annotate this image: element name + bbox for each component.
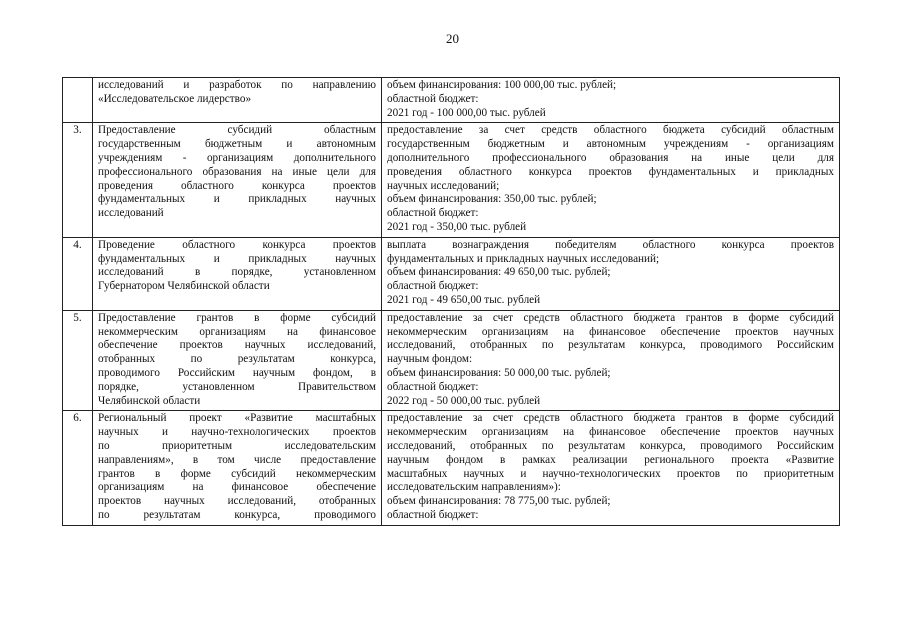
table-row <box>63 78 840 123</box>
activity-description-line: научных исследований; <box>387 179 500 192</box>
activity-description-line: некоммерческим организациям на финансовое обеспечение проектов научных <box>387 426 834 439</box>
activity-name-line: исследований в порядке, установленном <box>98 266 376 279</box>
activity-name-cell <box>93 411 382 525</box>
activity-description-line: областной бюджет: <box>387 207 479 220</box>
activity-description-line: государственным бюджетным и автономным учреждениям - организациям <box>387 138 834 151</box>
activity-name-cell <box>93 123 382 237</box>
activity-name-line: государственным бюджетным и автономным <box>98 138 376 151</box>
row-number: 5. <box>63 310 93 411</box>
activity-description-line: выплата вознаграждения победителям областного конкурса проектов <box>387 238 834 251</box>
activity-description-line: 2021 год - 100 000,00 тыс. рублей <box>387 106 546 119</box>
activity-description-cell <box>382 310 840 411</box>
activity-name-line: проводимого Российским научным фондом, в <box>98 366 376 379</box>
activity-name-cell <box>93 310 382 411</box>
activity-description-line: 2021 год - 49 650,00 тыс. рублей <box>387 293 541 306</box>
activity-name-line: обеспечение проектов научных исследований, <box>98 339 376 352</box>
activity-name-line: Предоставление субсидий областным <box>98 124 376 137</box>
activity-description-line: областной бюджет: <box>387 280 479 293</box>
activity-name-line: по результатам конкурса, проводимого <box>98 508 376 521</box>
activity-description-line: предоставление за счет средств областного бюджета субсидий областным <box>387 124 834 137</box>
activity-description-cell <box>382 237 840 310</box>
activity-name-line: порядке, установленном Правительством <box>98 380 376 393</box>
activity-name-line: организациям на финансовое обеспечение <box>98 481 376 494</box>
activity-name-line: Челябинской области <box>98 394 201 407</box>
activity-description-cell <box>382 123 840 237</box>
activity-name-line: научных и научно-технологических проектов <box>98 426 376 439</box>
activity-name-line: проектов научных исследований, отобранных <box>98 495 376 508</box>
activity-description-line: объем финансирования: 100 000,00 тыс. рублей; <box>387 79 617 91</box>
page-number: 20 <box>446 31 459 46</box>
activity-description-line: фундаментальных и прикладных научных исследований; <box>387 252 660 265</box>
table-body <box>63 78 840 526</box>
activity-description-cell <box>382 411 840 525</box>
row-number: 4. <box>63 237 93 310</box>
table-row <box>63 411 840 525</box>
activity-description-line: 2021 год - 350,00 тыс. рублей <box>387 220 527 233</box>
table-row <box>63 237 840 310</box>
activity-description-line: исследований, отобранных по результатам конкурса, проводимого Российским <box>387 339 834 352</box>
activity-name-line: Проведение областного конкурса проектов <box>98 238 376 251</box>
activity-description-line: объем финансирования: 49 650,00 тыс. рублей; <box>387 266 611 279</box>
activity-name-cell <box>93 78 382 123</box>
activity-name-line: отобранных по результатам конкурса, <box>98 353 376 366</box>
activity-name-line: Губернатором Челябинской области <box>98 280 270 293</box>
activity-description-line: 2022 год - 50 000,00 тыс. рублей <box>387 394 541 407</box>
activity-description-line: дополнительного профессионального образования на иные цели для <box>387 151 834 164</box>
activity-description-line: объем финансирования: 78 775,00 тыс. рублей; <box>387 495 611 508</box>
activity-name-line: некоммерческим организациям на финансовое <box>98 325 376 338</box>
activity-name-line: исследований и разработок по направлению <box>98 79 376 91</box>
activity-name-line: по приоритетным исследовательским <box>98 439 376 452</box>
activity-description-line: областной бюджет: <box>387 380 479 393</box>
activity-description-line: объем финансирования: 50 000,00 тыс. рублей; <box>387 366 611 379</box>
activity-name-line: Региональный проект «Развитие масштабных <box>98 412 376 425</box>
activity-name-line: направлениям», в том числе предоставление <box>98 453 376 466</box>
row-number <box>63 78 93 123</box>
row-number: 6. <box>63 411 93 525</box>
activity-description-cell <box>382 78 840 123</box>
activity-description-line: предоставление за счет средств областного бюджета грантов в форме субсидий <box>387 311 834 324</box>
activity-name-line: исследований <box>98 207 164 220</box>
activity-name-line: Предоставление грантов в форме субсидий <box>98 311 376 324</box>
activity-description-line: научным фондом: <box>387 353 473 366</box>
program-table <box>62 77 840 526</box>
activity-description-line: научным фондом в рамках реализации регионального проекта «Развитие <box>387 453 834 466</box>
activity-name-cell <box>93 237 382 310</box>
activity-name-line: проведения областного конкурса проектов <box>98 179 376 192</box>
activity-description-line: исследовательским направлениям»): <box>387 481 561 494</box>
activity-name-line: профессионального образования на иные цели для <box>98 165 376 178</box>
activity-description-line: предоставление за счет средств областного бюджета грантов в форме субсидий <box>387 412 834 425</box>
activity-name-line: «Исследовательское лидерство» <box>98 92 252 105</box>
table-row <box>63 310 840 411</box>
activity-name-line: учреждениям - организациям дополнительного <box>98 151 376 164</box>
activity-description-line: некоммерческим организациям на финансовое обеспечение проектов научных <box>387 325 834 338</box>
row-number: 3. <box>63 123 93 237</box>
activity-name-line: фундаментальных и прикладных научных <box>98 252 376 265</box>
activity-description-line: объем финансирования: 350,00 тыс. рублей; <box>387 193 597 206</box>
activity-description-line: исследований, отобранных по результатам конкурса, проводимого Российским <box>387 439 834 452</box>
activity-description-line: областной бюджет: <box>387 92 479 105</box>
activity-description-line: областной бюджет: <box>387 508 479 521</box>
activity-description-line: проведения областного конкурса проектов фундаментальных и прикладных <box>387 165 834 178</box>
table-row <box>63 123 840 237</box>
activity-name-line: фундаментальных и прикладных научных <box>98 193 376 206</box>
activity-description-line: масштабных научных и научно-технологических проектов по приоритетным <box>387 467 834 480</box>
activity-name-line: грантов в форме субсидий некоммерческим <box>98 467 376 480</box>
